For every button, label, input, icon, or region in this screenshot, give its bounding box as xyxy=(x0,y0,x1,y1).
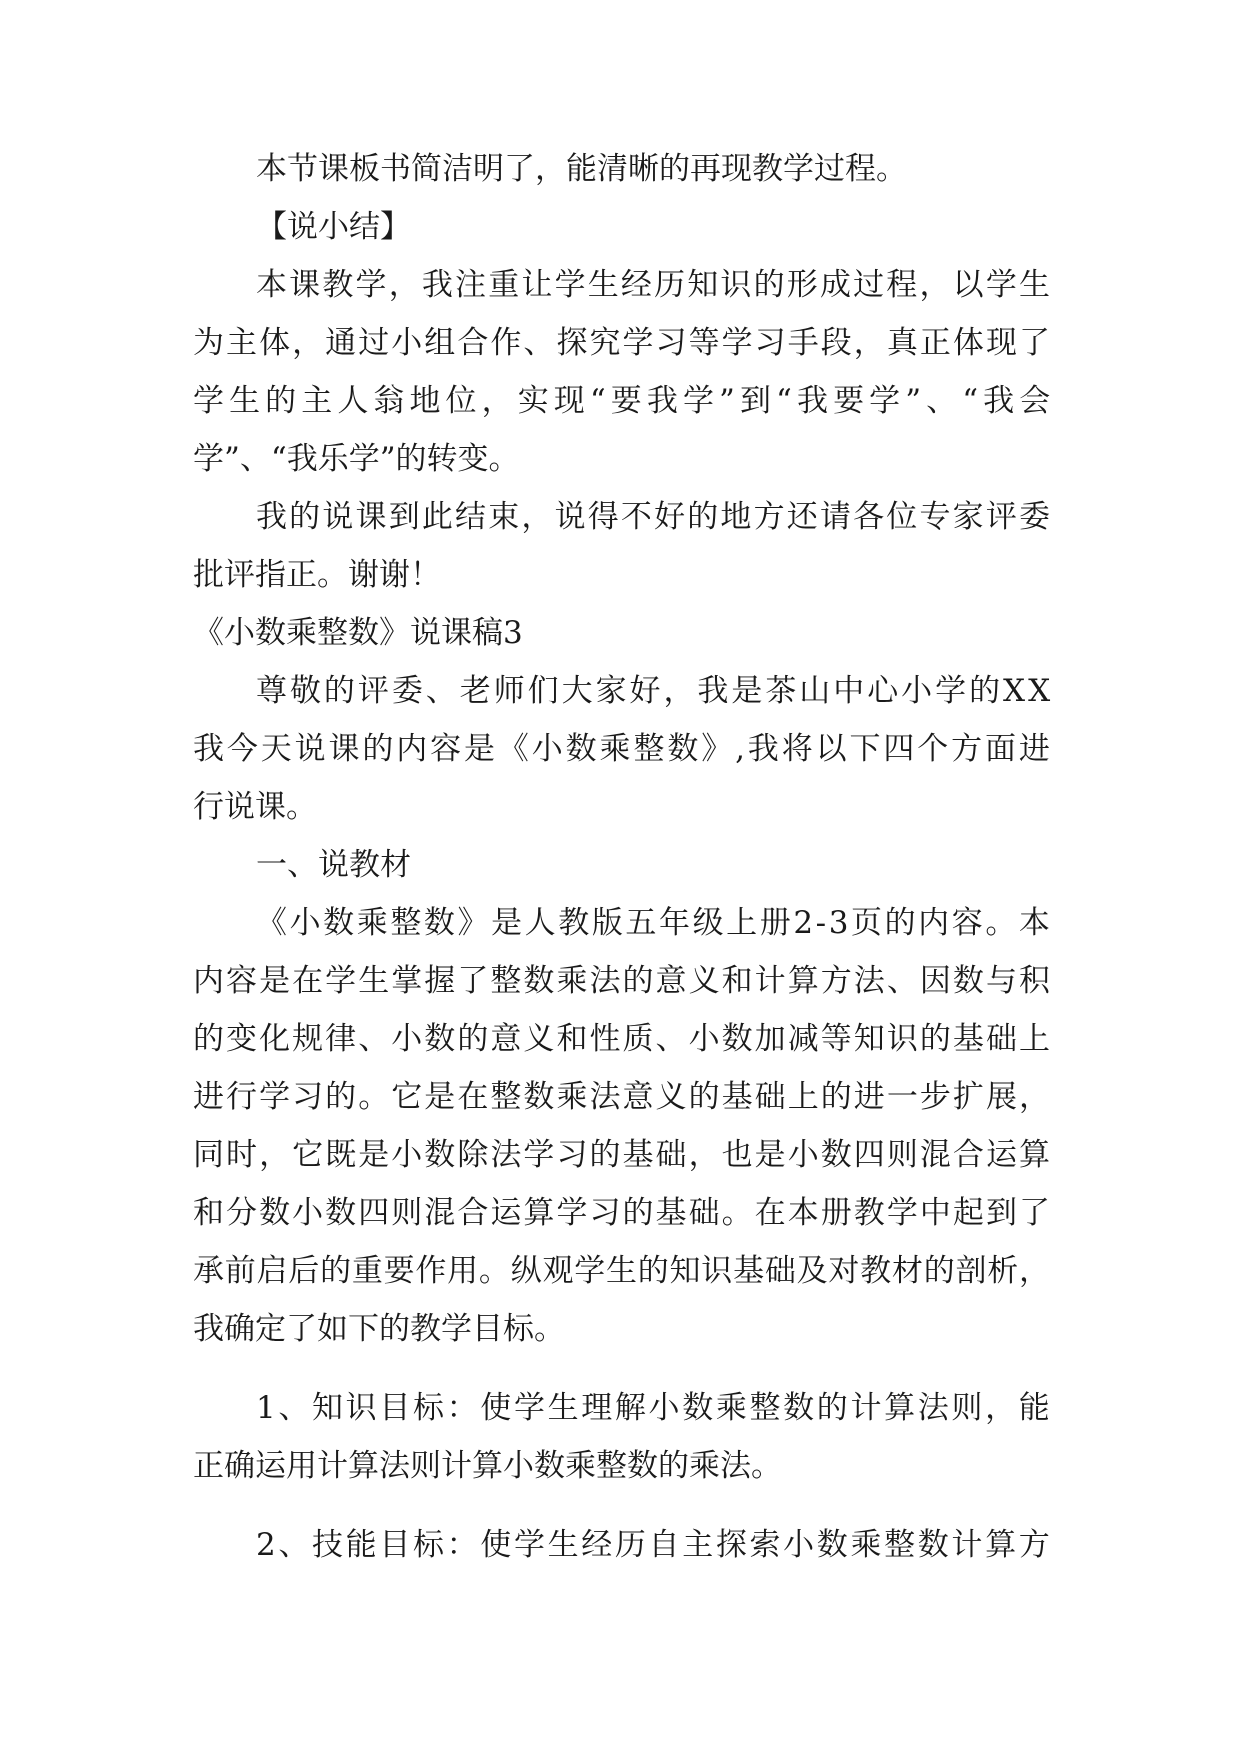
paragraph-line: 1、知识目标：使学生理解小数乘整数的计算法则，能 xyxy=(256,1390,1053,1426)
paragraph-line: 学生的主人翁地位，实现“要我学”到“我要学”、“我会 xyxy=(193,383,1056,419)
paragraph-line: 尊敬的评委、老师们大家好，我是茶山中心小学的XX xyxy=(256,673,1054,709)
paragraph-line: 2、技能目标：使学生经历自主探索小数乘整数计算方 xyxy=(256,1527,1053,1563)
paragraph-line: 内容是在学生掌握了整数乘法的意义和计算方法、因数与积 xyxy=(193,963,1053,999)
paragraph-line: 批评指正。谢谢！ xyxy=(193,557,441,593)
paragraph-line: 正确运用计算法则计算小数乘整数的乘法。 xyxy=(193,1448,782,1484)
paragraph-line: 同时，它既是小数除法学习的基础，也是小数四则混合运算 xyxy=(193,1137,1053,1173)
section-heading: 一、说教材 xyxy=(256,847,411,883)
paragraph-line: 《小数乘整数》是人教版五年级上册2-3页的内容。本 xyxy=(256,905,1053,941)
paragraph-line: 行说课。 xyxy=(193,789,317,825)
paragraph-line: 为主体，通过小组合作、探究学习等学习手段，真正体现了 xyxy=(193,325,1053,361)
paragraph-line: 我今天说课的内容是《小数乘整数》,我将以下四个方面进 xyxy=(193,731,1053,767)
paragraph-line: 本节课板书简洁明了，能清晰的再现教学过程。 xyxy=(256,151,907,187)
document-title: 《小数乘整数》说课稿3 xyxy=(193,615,523,651)
paragraph-line: 我确定了如下的教学目标。 xyxy=(193,1311,565,1347)
paragraph-line: 进行学习的。它是在整数乘法意义的基础上的进一步扩展， xyxy=(193,1079,1053,1115)
paragraph-line: 本课教学，我注重让学生经历知识的形成过程，以学生 xyxy=(256,267,1053,303)
paragraph-line: 学”、“我乐学”的转变。 xyxy=(193,441,520,477)
paragraph-line: 我的说课到此结束，说得不好的地方还请各位专家评委 xyxy=(256,499,1053,535)
paragraph-line: 承前启后的重要作用。纵观学生的知识基础及对教材的剖析， xyxy=(193,1253,1051,1289)
paragraph-line: 的变化规律、小数的意义和性质、小数加减等知识的基础上 xyxy=(193,1021,1053,1057)
section-heading: 【说小结】 xyxy=(256,209,411,245)
paragraph-line: 和分数小数四则混合运算学习的基础。在本册教学中起到了 xyxy=(193,1195,1053,1231)
